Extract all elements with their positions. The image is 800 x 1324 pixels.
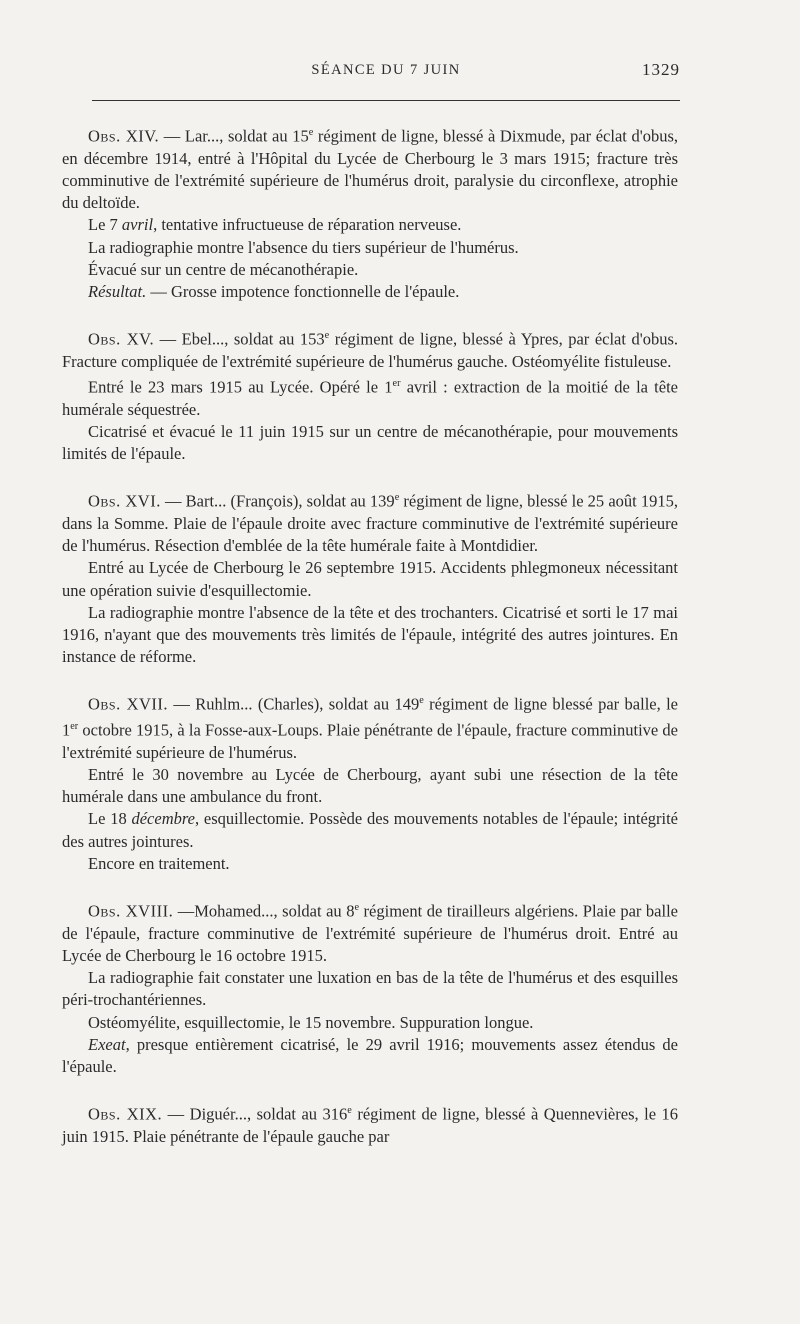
text-run: e <box>347 1105 352 1117</box>
text-run: régiment de ligne blessé par balle, le 1 <box>62 694 678 740</box>
paragraph <box>62 281 678 303</box>
paragraph <box>62 1012 678 1034</box>
text-run: , tentative infructueuse de réparation nerveuse. <box>153 215 462 235</box>
text-run: er <box>70 721 79 733</box>
text-run: avril <box>121 215 154 235</box>
text-run: Encore en traitement. <box>88 853 230 873</box>
page-header <box>92 60 680 90</box>
text-run: — Ebel..., soldat au 153 <box>159 329 325 349</box>
observation-paragraph <box>62 690 678 764</box>
text-run: — Lar..., soldat au 15 <box>163 126 309 146</box>
paragraph <box>62 1034 678 1078</box>
paragraph <box>62 373 678 421</box>
text-run: Entré le 30 novembre au Lycée de Cherbourg, ayant subi une résection de la tête humérale dans une ambulance du front. <box>62 765 678 807</box>
paragraph <box>62 602 678 669</box>
observation-paragraph <box>62 897 678 967</box>
text-run: La radiographie montre l'absence du tiers supérieur de l'humérus. <box>88 237 519 257</box>
observation-label: Obs. XVI. <box>88 491 161 511</box>
document-body <box>62 122 678 1148</box>
paragraph <box>62 764 678 808</box>
text-run: — Ruhlm... (Charles), soldat au 149 <box>173 694 420 714</box>
text-run: — Bart... (François), soldat au 139 <box>164 491 395 511</box>
paragraph <box>62 237 678 259</box>
text-run: Entré au Lycée de Cherbourg le 26 septembre 1915. Accidents phlegmoneux nécessitant une opération suivie d'esquillectomie. <box>62 558 678 600</box>
text-run: e <box>394 492 400 504</box>
text-run: e <box>354 902 360 914</box>
observation-label: Obs. XVIII. <box>88 901 174 921</box>
text-run: er <box>392 378 401 390</box>
text-run: Cicatrisé et évacué le 11 juin 1915 sur un centre de mécanothérapie, pour mouvements limités de l'épaule. <box>62 421 678 464</box>
text-run: décembre <box>131 809 196 829</box>
text-run: régiment de ligne, blessé à Ypres, par éclat d'obus. Fracture compliquée de l'extrémité supérieure de l'humérus gauche. Ostéomyélite fistuleuse. <box>62 329 678 371</box>
observation-paragraph <box>62 122 678 214</box>
text-run: , esquillectomie. Possède des mouvements notables de l'épaule; intégrité des autres jointures. <box>62 809 679 851</box>
paragraph <box>62 853 678 875</box>
text-run: La radiographie fait constater une luxation en bas de la tête de l'humérus et des esquilles péri-trochantériennes. <box>62 968 678 1010</box>
observation-label: Obs. XIX. <box>88 1104 163 1124</box>
page-number: 1329 <box>642 60 680 79</box>
text-run: Le 18 <box>88 809 132 829</box>
text-run: e <box>308 127 314 138</box>
paragraph <box>62 557 678 601</box>
text-run: régiment de ligne, blessé à Quennevières, le 16 juin 1915. Plaie pénétrante de l'épaule gauche par <box>62 1104 679 1146</box>
paragraph <box>62 214 678 236</box>
text-run: régiment de ligne, blessé le 25 août 1915, dans la Somme. Plaie de l'épaule droite avec fracture comminutive de l'extrémité supérieure de l'humérus. Résection d'emblée de la tête humérale faite à Montdidier. <box>62 491 679 556</box>
observation-paragraph <box>62 1100 678 1148</box>
text-run: — Grosse impotence fonctionnelle de l'épaule. <box>146 281 460 301</box>
observation-label: Obs. XIV. <box>88 126 160 146</box>
text-run: La radiographie montre l'absence de la tête et des trochanters. Cicatrisé et sorti le 17 mai 1916, n'ayant que des mouvements très limités de l'épaule, intégrité des autres jointures. En instance de réforme. <box>62 602 678 667</box>
text-run: e <box>419 695 424 707</box>
text-run: régiment de tirailleurs algériens. Plaie par balle de l'épaule, fracture comminutive de l'extrémité supérieure de l'humérus droit. Entré au Lycée de Cherbourg le 16 octobre 1915. <box>62 901 678 965</box>
running-title: SÉANCE DU 7 JUIN <box>311 62 461 78</box>
text-run: Le 7 <box>88 215 122 235</box>
observation-paragraph <box>62 325 678 373</box>
paragraph <box>62 967 678 1011</box>
paragraph <box>62 259 678 281</box>
text-run: Évacué sur un centre de mécanothérapie. <box>88 259 359 279</box>
text-run: , presque entièrement cicatrisé, le 29 avril 1916; mouvements assez étendus de l'épaule. <box>62 1034 678 1077</box>
paragraph <box>62 421 678 465</box>
text-run: Exeat <box>88 1034 126 1054</box>
text-run: e <box>324 330 330 342</box>
text-run: Résultat. <box>88 281 147 301</box>
text-run: —Mohamed..., soldat au 8 <box>177 901 355 921</box>
observation-label: Obs. XVII. <box>88 694 169 714</box>
text-run: Entré le 23 mars 1915 au Lycée. Opéré le 1 <box>88 377 393 397</box>
observation-paragraph <box>62 487 678 557</box>
text-run: octobre 1915, à la Fosse-aux-Loups. Plaie pénétrante de l'épaule, fracture comminutive de l'extrémité supérieure de l'humérus. <box>62 720 678 762</box>
text-run: régiment de ligne, blessé à Dixmude, par éclat d'obus, en décembre 1914, entré à l'Hôpital du Lycée de Cherbourg le 3 mars 1915; fracture très comminutive de l'extrémité supérieure de l'humérus droit, paralysie du circonflexe, atrophie du deltoïde. <box>62 126 678 213</box>
text-run: Ostéomyélite, esquillectomie, le 15 novembre. Suppuration longue. <box>88 1012 534 1032</box>
paragraph <box>62 808 678 852</box>
text-run: avril : extraction de la moitié de la tête humérale séquestrée. <box>62 377 679 419</box>
header-rule <box>92 100 680 101</box>
observation-label: Obs. XV. <box>88 329 155 349</box>
text-run: — Diguér..., soldat au 316 <box>167 1104 348 1124</box>
